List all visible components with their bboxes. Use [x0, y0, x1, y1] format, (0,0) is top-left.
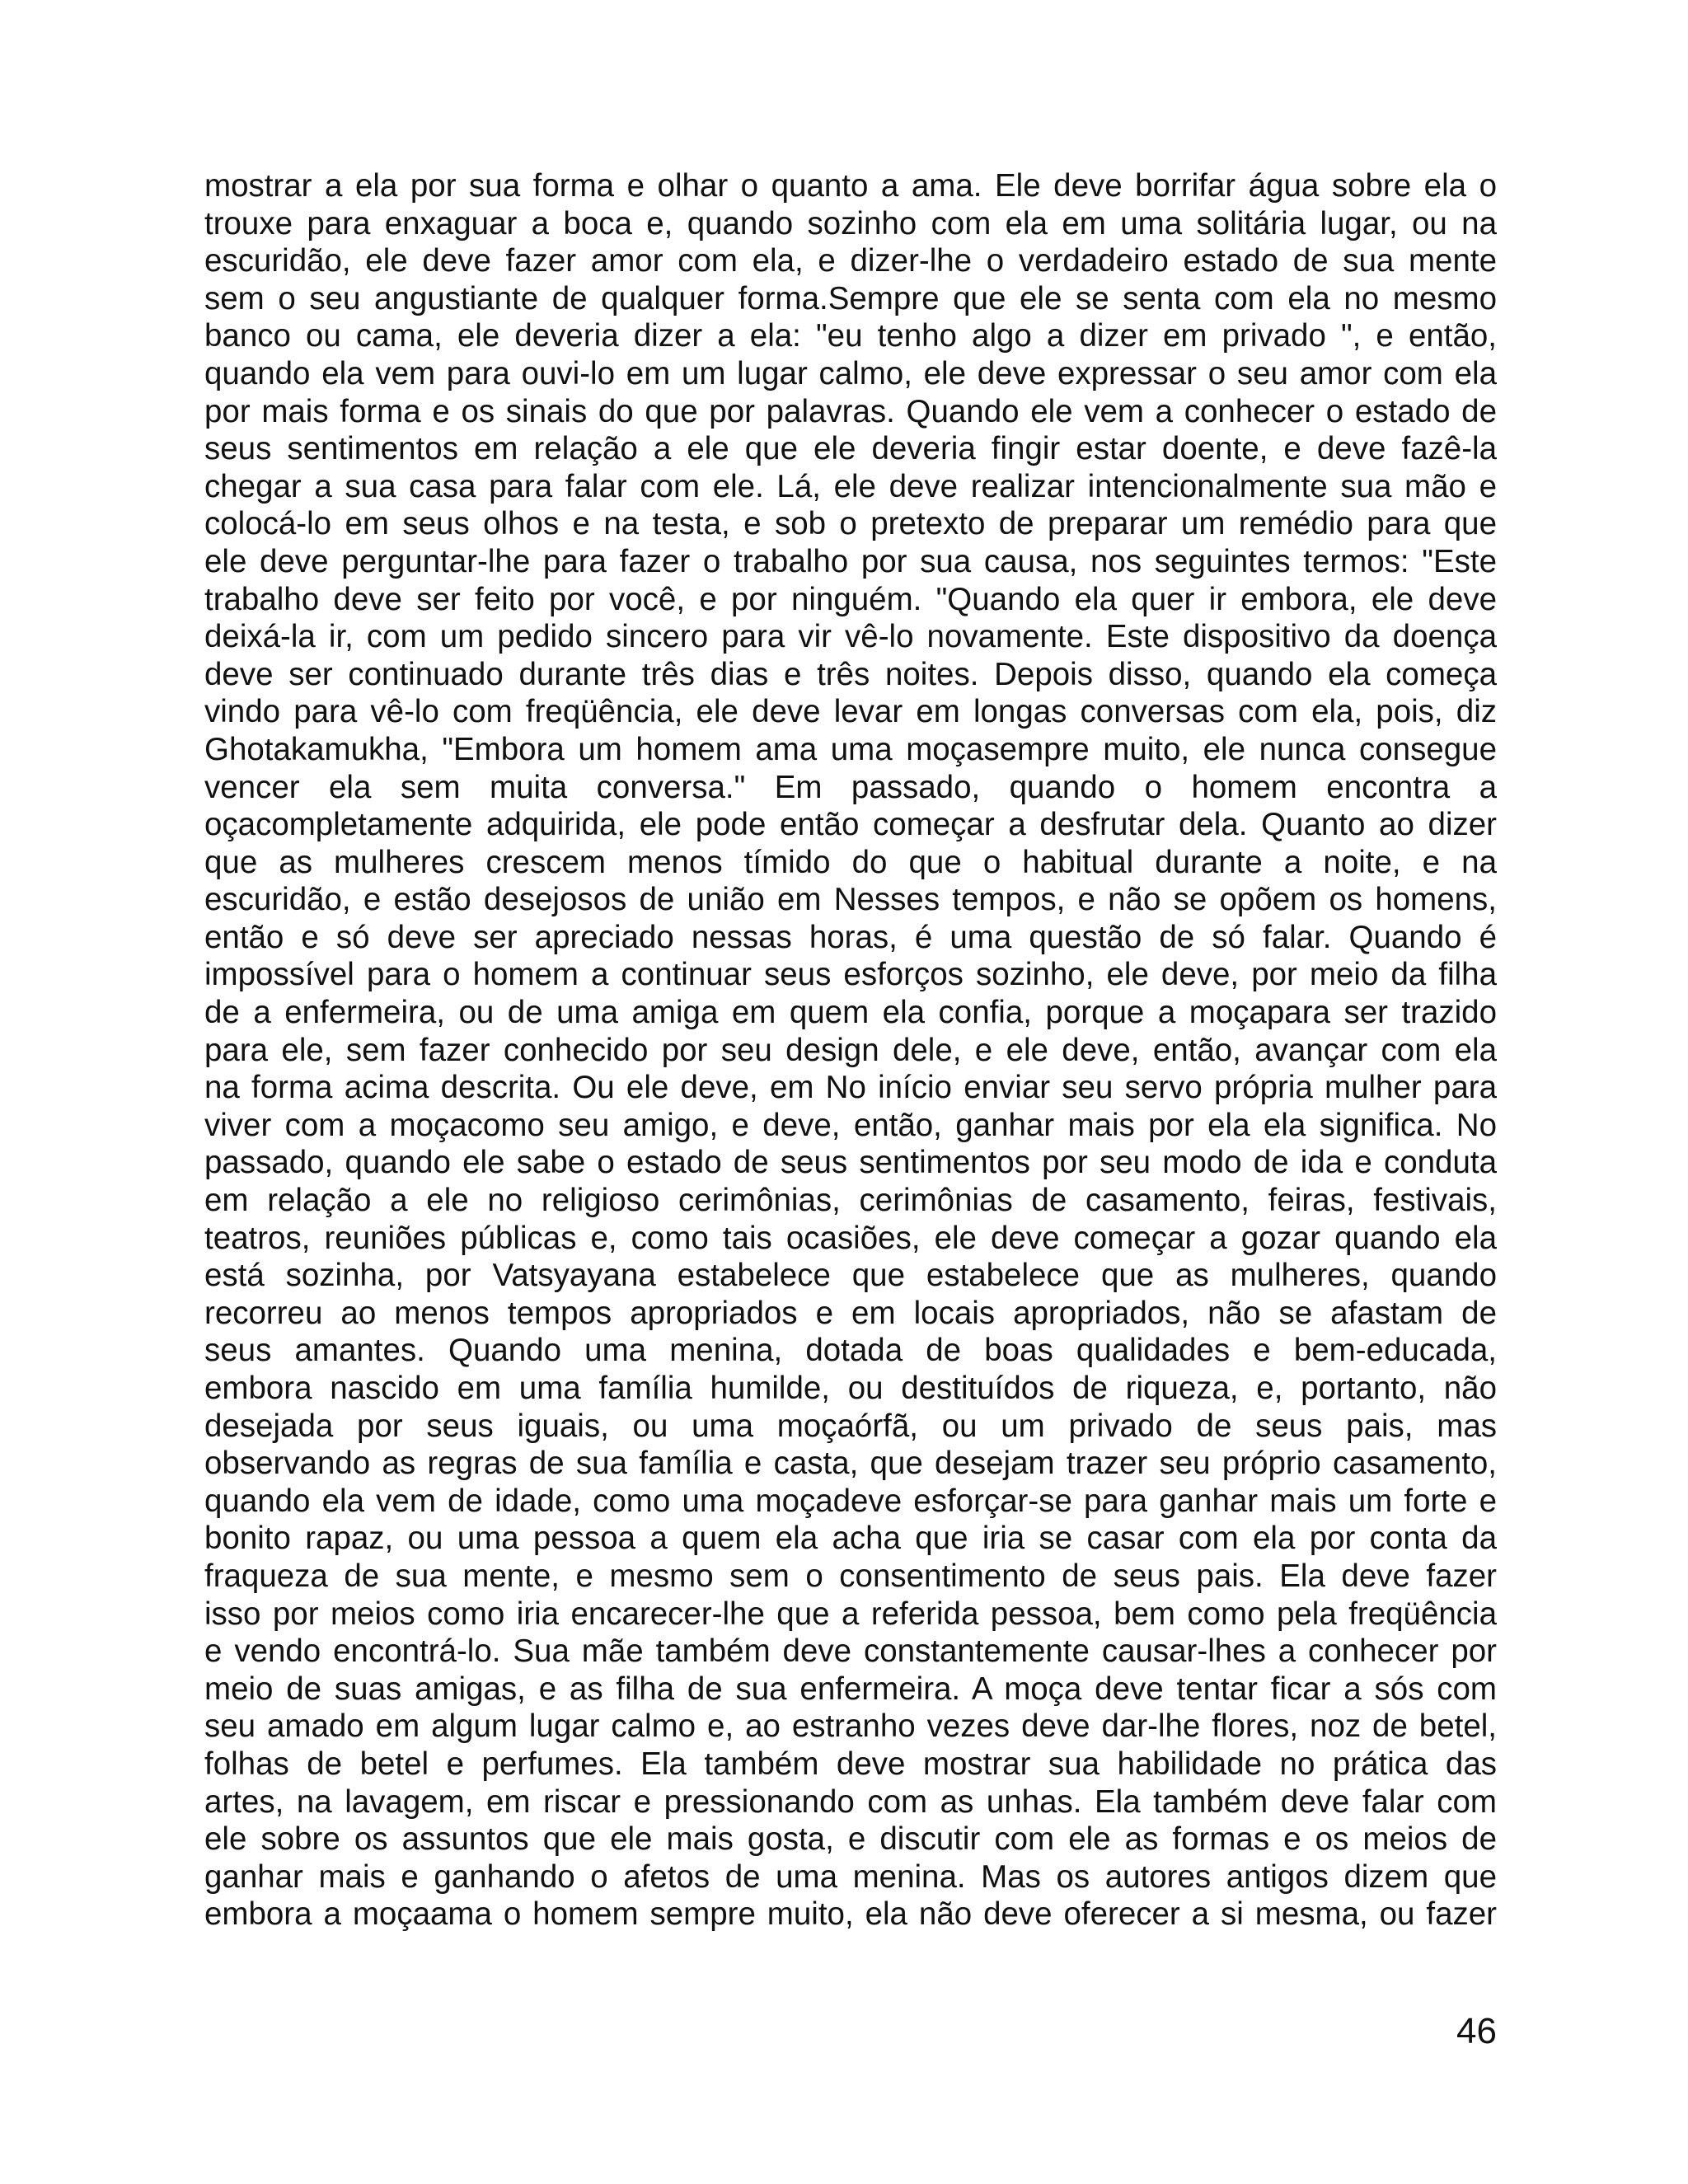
- text-line: escuridão, ele deve fazer amor com ela, e dizer-lhe o verdadeiro estado de sua mente: [204, 243, 1497, 279]
- text-line: observando as regras de sua família e casta, que desejam trazer seu próprio casamento,: [204, 1446, 1497, 1482]
- text-line: ele deve perguntar-lhe para fazer o trabalho por sua causa, nos seguintes termos: "Este: [204, 543, 1497, 579]
- text-line: trouxe para enxaguar a boca e, quando sozinho com ela em uma solitária lugar, ou na: [204, 205, 1497, 241]
- text-line: seu amado em algum lugar calmo e, ao estranho vezes deve dar-lhe flores, noz de betel,: [204, 1708, 1497, 1745]
- text-line: chegar a sua casa para falar com ele. Lá, ele deve realizar intencionalmente sua mão e: [204, 468, 1497, 504]
- text-line: deve ser continuado durante três dias e três noites. Depois disso, quando ela começa: [204, 656, 1497, 692]
- text-line: recorreu ao menos tempos apropriados e em locais apropriados, não se afastam de: [204, 1295, 1497, 1331]
- text-line: Ghotakamukha, "Embora um homem ama uma moçasempre muito, ele nunca consegue: [204, 731, 1497, 767]
- text-line: seus amantes. Quando uma menina, dotada de boas qualidades e bem-educada,: [204, 1333, 1497, 1369]
- text-line: passado, quando ele sabe o estado de seus sentimentos por seu modo de ida e conduta: [204, 1145, 1497, 1181]
- text-line: teatros, reuniões públicas e, como tais ocasiões, ele deve começar a gozar quando ela: [204, 1220, 1497, 1256]
- text-line: em relação a ele no religioso cerimônias, cerimônias de casamento, feiras, festivais,: [204, 1183, 1497, 1219]
- text-line: banco ou cama, ele deveria dizer a ela: "eu tenho algo a dizer em privado ", e então,: [204, 318, 1497, 354]
- text-line: trabalho deve ser feito por você, e por ninguém. "Quando ela quer ir embora, ele deve: [204, 581, 1497, 617]
- text-line: colocá-lo em seus olhos e na testa, e sob o pretexto de preparar um remédio para que: [204, 506, 1497, 542]
- text-line: artes, na lavagem, em riscar e pressionando com as unhas. Ela também deve falar com: [204, 1783, 1497, 1820]
- text-line: está sozinha, por Vatsyayana estabelece que estabelece que as mulheres, quando: [204, 1258, 1497, 1294]
- text-line: seus sentimentos em relação a ele que ele deveria fingir estar doente, e deve fazê-la: [204, 431, 1497, 467]
- text-line: para ele, sem fazer conhecido por seu design dele, e ele deve, então, avançar com ela: [204, 1032, 1497, 1068]
- text-line: vencer ela sem muita conversa." Em passado, quando o homem encontra a: [204, 769, 1497, 805]
- text-line: meio de suas amigas, e as filha de sua enfermeira. A moça deve tentar ficar a sós com: [204, 1671, 1497, 1707]
- text-line: deixá-la ir, com um pedido sincero para vir vê-lo novamente. Este dispositivo da doença: [204, 619, 1497, 655]
- text-line: e vendo encontrá-lo. Sua mãe também deve constantemente causar-lhes a conhecer por: [204, 1633, 1497, 1670]
- text-line: folhas de betel e perfumes. Ela também deve mostrar sua habilidade no prática das: [204, 1746, 1497, 1782]
- text-line: bonito rapaz, ou uma pessoa a quem ela acha que iria se casar com ela por conta da: [204, 1521, 1497, 1557]
- text-line: impossível para o homem a continuar seus esforços sozinho, ele deve, por meio da filha: [204, 957, 1497, 993]
- text-line: embora nascido em uma família humilde, ou destituídos de riqueza, e, portanto, não: [204, 1371, 1497, 1406]
- text-line: oçacompletamente adquirida, ele pode então começar a desfrutar dela. Quanto ao dizer: [204, 807, 1497, 843]
- text-line: vindo para vê-lo com freqüência, ele deve levar em longas conversas com ela, pois, diz: [204, 694, 1497, 730]
- body-text: [204, 167, 1497, 1933]
- text-line: que as mulheres crescem menos tímido do que o habitual durante a noite, e na: [204, 844, 1497, 880]
- text-line: na forma acima descrita. Ou ele deve, em No início enviar seu servo própria mulher para: [204, 1070, 1497, 1106]
- text-line: de a enfermeira, ou de uma amiga em quem ela confia, porque a moçapara ser trazido: [204, 995, 1497, 1031]
- text-line: então e só deve ser apreciado nessas horas, é uma questão de só falar. Quando é: [204, 919, 1497, 955]
- text-line: ganhar mais e ganhando o afetos de uma menina. Mas os autores antigos dizem que: [204, 1858, 1497, 1895]
- text-line: viver com a moçacomo seu amigo, e deve, então, ganhar mais por ela ela significa. No: [204, 1107, 1497, 1143]
- text-line: embora a moçaama o homem sempre muito, ela não deve oferecer a si mesma, ou fazer: [204, 1896, 1497, 1933]
- text-line: ele sobre os assuntos que ele mais gosta, e discutir com ele as formas e os meios de: [204, 1821, 1497, 1858]
- text-line: sem o seu angustiante de qualquer forma.Sempre que ele se senta com ela no mesmo: [204, 280, 1497, 316]
- text-line: fraqueza de sua mente, e mesmo sem o consentimento de seus pais. Ela deve fazer: [204, 1558, 1497, 1594]
- page-number: 46: [1456, 2011, 1497, 2051]
- text-line: quando ela vem de idade, como uma moçadeve esforçar-se para ganhar mais um forte e: [204, 1483, 1497, 1519]
- text-line: escuridão, e estão desejosos de união em Nesses tempos, e não se opõem os homens,: [204, 882, 1497, 918]
- text-line: por mais forma e os sinais do que por palavras. Quando ele vem a conhecer o estado de: [204, 393, 1497, 429]
- text-line: desejada por seus iguais, ou uma moçaórfã, ou um privado de seus pais, mas: [204, 1408, 1497, 1444]
- text-line: isso por meios como iria encarecer-lhe que a referida pessoa, bem como pela freqüência: [204, 1596, 1497, 1632]
- text-line: quando ela vem para ouvi-lo em um lugar calmo, ele deve expressar o seu amor com ela: [204, 355, 1497, 391]
- text-line: mostrar a ela por sua forma e olhar o quanto a ama. Ele deve borrifar água sobre ela o: [204, 168, 1497, 204]
